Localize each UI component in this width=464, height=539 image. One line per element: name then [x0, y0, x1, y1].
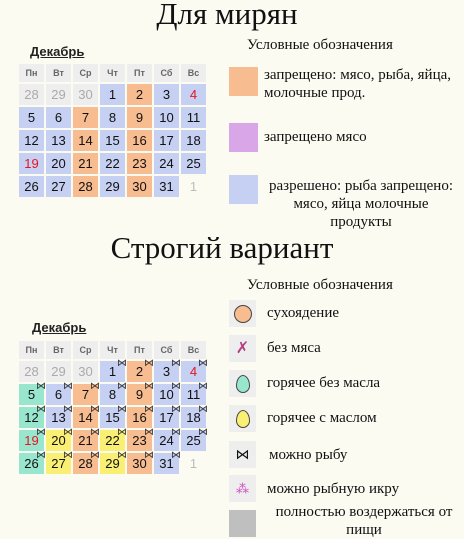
cal1-day-number: 25	[186, 156, 201, 171]
fish-icon: ⋈	[144, 427, 154, 438]
fish-icon: ⋈	[171, 427, 181, 438]
legend-blue-text: разрешено: рыба запрещено: мясо, яйца молочные продукты	[269, 178, 453, 230]
cal1-day-cell	[127, 176, 152, 197]
cal1-day-number: 22	[105, 156, 120, 171]
legend-roe-text: можно рыбную икру	[267, 481, 400, 497]
cal2-day-number: 29	[105, 456, 120, 471]
cal1-week-row	[19, 84, 206, 105]
cal2-day-number: 26	[24, 456, 39, 471]
cal2-day-cell	[154, 381, 181, 405]
cal1-day-number: 7	[81, 110, 90, 125]
fish-icon: ⋈	[144, 450, 154, 461]
cal1-week-row	[19, 153, 206, 174]
cal2-day-cell	[73, 361, 98, 382]
fish-icon: ⋈	[198, 404, 208, 415]
cal2-day-cell	[46, 404, 73, 428]
cal1-day-cell	[19, 176, 44, 197]
cal2-week-row	[19, 453, 206, 474]
cal2-day-number: 18	[186, 410, 201, 425]
cal1-day-number: 29	[105, 179, 120, 194]
calendar-laity	[17, 62, 208, 199]
calendar-strict	[17, 339, 208, 476]
fish-icon: ⋈	[144, 404, 154, 415]
legend-abstain-text: полностью воздержаться от пищи	[275, 504, 453, 538]
hot-oil-icon	[229, 405, 256, 432]
cal1-day-cell	[73, 176, 98, 197]
cal1-day-number: 28	[78, 179, 93, 194]
cal1-weekday: Вт	[46, 64, 71, 82]
cal2-day-number: 30	[78, 364, 93, 379]
cal1-day-cell	[73, 107, 98, 128]
cal2-day-number: 17	[159, 410, 174, 425]
cal2-day-cell	[73, 427, 100, 451]
legend-swatch-orange	[229, 67, 258, 96]
legend-swatch-purple	[229, 123, 258, 152]
cal2-day-number: 10	[159, 387, 174, 402]
cal1-day-number: 30	[78, 87, 93, 102]
cal1-day-number: 13	[51, 133, 66, 148]
cal1-day-cell	[154, 153, 179, 174]
fish-icon: ⋈	[171, 381, 181, 392]
cal1-day-cell	[181, 84, 206, 105]
cal2-day-number: 21	[78, 433, 93, 448]
fish-icon: ⋈	[90, 404, 100, 415]
cal2-weekday: Пн	[19, 341, 44, 359]
cal2-day-cell	[181, 381, 208, 405]
cal2-day-cell	[73, 450, 100, 474]
fish-icon: ⋈	[117, 427, 127, 438]
weekday-header-row	[19, 64, 206, 82]
cal2-week-row	[19, 361, 206, 382]
cal2-day-number: 13	[51, 410, 66, 425]
cal2-day-number: 23	[132, 433, 147, 448]
cal1-day-number: 5	[27, 110, 36, 125]
abstain-swatch	[229, 510, 256, 537]
cal1-week-row	[19, 107, 206, 128]
cal1-day-number: 15	[105, 133, 120, 148]
cal2-weekday: Пт	[127, 341, 152, 359]
cal1-day-number: 4	[189, 87, 198, 102]
cal2-day-cell	[46, 450, 73, 474]
cal1-day-number: 29	[51, 87, 66, 102]
cal1-day-number: 31	[159, 179, 174, 194]
cal2-week-row	[19, 384, 206, 405]
cal1-day-number: 9	[135, 110, 144, 125]
cal1-day-number: 19	[24, 156, 39, 171]
dry-food-icon	[229, 300, 256, 327]
cal1-day-number: 12	[24, 133, 39, 148]
cal1-weekday: Ср	[73, 64, 98, 82]
cal1-weekday: Вс	[181, 64, 206, 82]
cal2-day-cell	[46, 427, 73, 451]
fish-icon: ⋈	[90, 450, 100, 461]
cal2-weekday: Вт	[46, 341, 71, 359]
cal2-day-cell	[46, 361, 71, 382]
hot-no-oil-icon	[229, 370, 256, 397]
cal1-day-cell	[100, 84, 125, 105]
fish-icon: ⋈	[198, 381, 208, 392]
title-strict: Строгий вариант	[110, 230, 334, 265]
fish-icon: ⋈	[144, 381, 154, 392]
fish-icon: ⋈	[117, 358, 127, 369]
cal2-day-cell	[73, 404, 100, 428]
fish-icon: ⋈	[63, 381, 73, 392]
cal2-day-number: 15	[105, 410, 120, 425]
cal2-day-cell	[19, 450, 46, 474]
cal1-week-row	[19, 176, 206, 197]
calendar-month-label: Декабрь	[30, 44, 85, 59]
cal2-day-number: 28	[24, 364, 39, 379]
cal1-day-number: 23	[132, 156, 147, 171]
cal2-day-number: 16	[132, 410, 147, 425]
cal1-day-number: 27	[51, 179, 66, 194]
cal1-day-cell	[100, 130, 125, 151]
cal2-day-number: 5	[27, 387, 36, 402]
cal1-day-number: 11	[186, 110, 201, 125]
cal2-day-cell	[127, 427, 154, 451]
roe-icon: ⁂	[229, 475, 256, 502]
cal1-day-cell	[73, 84, 98, 105]
cal2-day-number: 25	[186, 433, 201, 448]
cal2-day-cell	[127, 358, 154, 382]
cal2-day-number: 30	[132, 456, 147, 471]
cal1-day-cell	[127, 84, 152, 105]
cal1-day-cell	[127, 107, 152, 128]
fish-icon: ⋈	[117, 381, 127, 392]
cal1-day-number: 24	[159, 156, 174, 171]
cal1-day-number: 6	[54, 110, 63, 125]
cal2-weekday: Ср	[73, 341, 98, 359]
cal2-day-number: 4	[189, 364, 198, 379]
cal1-day-cell	[46, 84, 71, 105]
cal2-day-number: 9	[135, 387, 144, 402]
legend-swatch-blue	[229, 175, 258, 204]
cal1-day-number: 3	[162, 87, 171, 102]
cal2-day-number: 22	[105, 433, 120, 448]
cal1-day-cell	[127, 130, 152, 151]
legend-nomeat-text: без мяса	[267, 340, 321, 356]
cal2-day-number: 20	[51, 433, 66, 448]
fish-icon: ⋈	[36, 427, 46, 438]
fish-icon: ⋈	[63, 450, 73, 461]
fish-icon: ⋈	[36, 404, 46, 415]
fish-icon: ⋈	[144, 358, 154, 369]
cal2-day-cell	[154, 404, 181, 428]
cal2-day-number: 27	[51, 456, 66, 471]
cal1-day-number: 1	[189, 179, 198, 194]
fish-icon: ⋈	[36, 381, 46, 392]
cal1-day-number: 1	[108, 87, 117, 102]
cal1-day-number: 20	[51, 156, 66, 171]
weekday-header-row-strict	[19, 341, 206, 359]
cal2-week-row	[19, 407, 206, 428]
cal2-day-cell	[19, 361, 44, 382]
cal2-day-number: 19	[24, 433, 39, 448]
cal2-day-cell	[181, 427, 208, 451]
cal2-day-cell	[100, 381, 127, 405]
cal1-day-cell	[154, 84, 179, 105]
cal1-day-cell	[154, 130, 179, 151]
cal1-day-cell	[73, 130, 98, 151]
fish-icon: ⋈	[171, 358, 181, 369]
cal2-day-number: 29	[51, 364, 66, 379]
legend-hot-oil-text: горячее с маслом	[267, 410, 377, 426]
cal2-day-number: 3	[162, 364, 171, 379]
cal1-weekday: Чт	[100, 64, 125, 82]
cal2-weekday: Сб	[154, 341, 179, 359]
calendar-month-label-strict: Декабрь	[32, 320, 87, 335]
cal2-day-cell	[73, 381, 100, 405]
title-laity: Для мирян	[156, 0, 298, 31]
cal1-day-cell	[73, 153, 98, 174]
cal2-day-cell	[181, 404, 208, 428]
cal2-weekday: Чт	[100, 341, 125, 359]
cal1-weekday: Пт	[127, 64, 152, 82]
cal1-weekday: Сб	[154, 64, 179, 82]
cal2-day-number: 8	[108, 387, 117, 402]
cal2-day-cell	[181, 358, 208, 382]
cal2-day-cell	[181, 453, 206, 474]
legend-title: Условные обозначения	[247, 37, 393, 53]
cal2-day-number: 28	[78, 456, 93, 471]
legend-fish-text: можно рыбу	[269, 447, 348, 463]
cal2-day-number: 7	[81, 387, 90, 402]
cal2-day-cell	[154, 450, 181, 474]
cal2-day-cell	[46, 381, 73, 405]
fish-icon: ⋈	[63, 427, 73, 438]
fish-icon: ⋈	[171, 450, 181, 461]
cal1-day-number: 10	[159, 110, 174, 125]
cal1-day-cell	[46, 130, 71, 151]
cal1-day-cell	[181, 153, 206, 174]
fish-icon: ⋈	[63, 404, 73, 415]
cal1-day-cell	[154, 107, 179, 128]
cal2-day-cell	[100, 404, 127, 428]
cal1-day-cell	[100, 153, 125, 174]
cal2-weekday: Вс	[181, 341, 206, 359]
cal2-day-number: 6	[54, 387, 63, 402]
cal1-day-cell	[181, 176, 206, 197]
cal2-day-cell	[19, 404, 46, 428]
cal1-day-cell	[46, 107, 71, 128]
fish-icon: ⋈	[36, 450, 46, 461]
cal1-day-cell	[46, 176, 71, 197]
legend-purple-text: запрещено мясо	[264, 129, 367, 145]
cal1-day-cell	[19, 84, 44, 105]
legend-orange-text: запрещено: мясо, рыба, яйца, молочные прод.	[264, 67, 452, 101]
cal1-day-cell	[46, 153, 71, 174]
legend-hot-nooil-text: горячее без масла	[267, 375, 381, 391]
cal2-day-number: 11	[186, 387, 201, 402]
cal2-day-cell	[127, 381, 154, 405]
cal1-day-cell	[181, 107, 206, 128]
cal2-day-cell	[100, 450, 127, 474]
cal2-day-cell	[154, 358, 181, 382]
cal2-day-number: 2	[135, 364, 144, 379]
cal1-week-row	[19, 130, 206, 151]
cal2-day-number: 24	[159, 433, 174, 448]
no-meat-icon: ✗	[229, 335, 256, 362]
fish-icon: ⋈	[117, 450, 127, 461]
cal1-day-number: 14	[78, 133, 93, 148]
fish-icon: ⋈	[198, 427, 208, 438]
cal1-day-number: 30	[132, 179, 147, 194]
cal2-day-cell	[154, 427, 181, 451]
cal2-week-row	[19, 430, 206, 451]
cal1-day-cell	[154, 176, 179, 197]
cal1-weekday: Пн	[19, 64, 44, 82]
cal1-day-number: 18	[186, 133, 201, 148]
cal1-day-number: 17	[159, 133, 174, 148]
cal1-day-number: 26	[24, 179, 39, 194]
fish-icon: ⋈	[117, 404, 127, 415]
cal1-day-cell	[19, 153, 44, 174]
cal1-day-number: 16	[132, 133, 147, 148]
cal2-day-cell	[19, 427, 46, 451]
fish-icon: ⋈	[198, 358, 208, 369]
cal1-day-number: 28	[24, 87, 39, 102]
fish-icon: ⋈	[171, 404, 181, 415]
cal1-day-number: 8	[108, 110, 117, 125]
cal2-day-number: 12	[24, 410, 39, 425]
cal2-day-number: 1	[108, 364, 117, 379]
cal2-day-number: 31	[159, 456, 174, 471]
cal1-day-cell	[19, 130, 44, 151]
cal2-day-cell	[127, 450, 154, 474]
cal1-day-cell	[19, 107, 44, 128]
cal1-day-cell	[100, 176, 125, 197]
cal1-day-cell	[127, 153, 152, 174]
fish-icon: ⋈	[90, 381, 100, 392]
cal2-day-cell	[100, 358, 127, 382]
cal2-day-number: 1	[189, 456, 198, 471]
cal1-day-number: 21	[78, 156, 93, 171]
legend-title-strict: Условные обозначения	[247, 277, 393, 293]
cal2-day-cell	[19, 381, 46, 405]
cal1-day-cell	[181, 130, 206, 151]
legend-dry-text: сухоядение	[267, 305, 340, 321]
cal1-day-cell	[100, 107, 125, 128]
cal1-day-number: 2	[135, 87, 144, 102]
cal2-day-number: 14	[78, 410, 93, 425]
fish-icon: ⋈	[229, 441, 256, 468]
fish-icon: ⋈	[90, 427, 100, 438]
cal2-day-cell	[100, 427, 127, 451]
cal2-day-cell	[127, 404, 154, 428]
